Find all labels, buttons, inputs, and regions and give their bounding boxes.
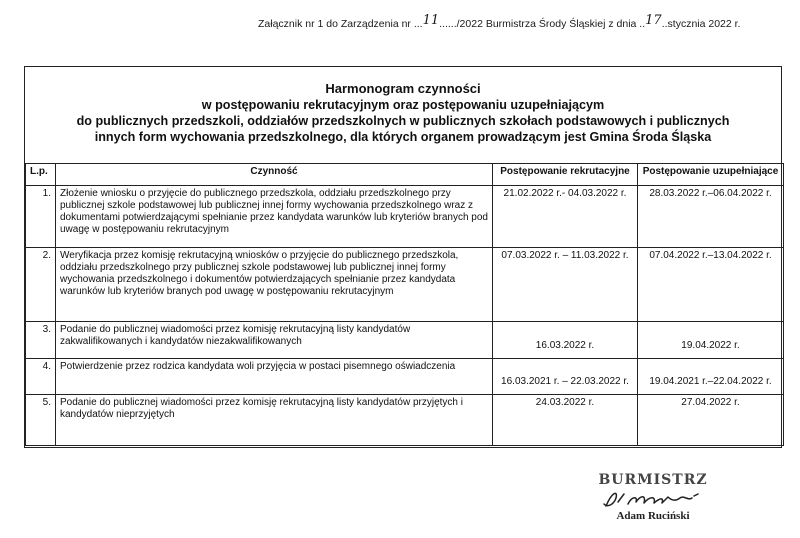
row-activity: Potwierdzenie przez rodzica kandydata woli przyjęcia w postaci pisemnego oświadczenia	[56, 359, 493, 395]
table-header-row	[26, 164, 784, 186]
row-lp: 1.	[26, 186, 56, 248]
attachment-note	[258, 13, 798, 31]
row-lp: 2.	[26, 248, 56, 322]
order-number-handwritten: 11	[422, 13, 440, 28]
title-line-4: innych form wychowania przedszkolnego, dla których organem prowadzącym jest Gmina Środa Śląska	[94, 130, 712, 144]
day-handwritten: 17	[645, 13, 662, 28]
row-supplementary-date: 19.04.2021 r.–22.04.2022 r.	[638, 359, 784, 395]
table-row	[26, 395, 784, 446]
header-recruitment: Postępowanie rekrutacyjne	[493, 164, 638, 186]
header-activity: Czynność	[56, 164, 493, 186]
signature-block	[588, 472, 718, 522]
row-activity: Podanie do publicznej wiadomości przez komisję rekrutacyjną listy kandydatów przyjętych i kandydatów nieprzyjętych	[56, 395, 493, 446]
attachment-prefix: Załącznik nr 1 do Zarządzenia nr ...	[258, 18, 423, 30]
row-recruitment-date: 16.03.2022 r.	[493, 322, 638, 359]
row-supplementary-date: 28.03.2022 r.–06.04.2022 r.	[638, 186, 784, 248]
table-row	[26, 359, 784, 395]
title-line-3: do publicznych przedszkoli, oddziałów przedszkolnych w publicznych szkołach podstawowych i publicznych	[76, 114, 730, 128]
row-recruitment-date: 16.03.2021 r. – 22.03.2022 r.	[493, 359, 638, 395]
row-activity: Podanie do publicznej wiadomości przez komisję rekrutacyjną listy kandydatów zakwalifikowanych i kandydatów niezakwalifikowanych	[56, 322, 493, 359]
attachment-middle: ....../2022 Burmistrza Środy Śląskiej z dnia ..	[439, 18, 646, 30]
row-activity: Złożenie wniosku o przyjęcie do publicznego przedszkola, oddziału przedszkolnego przy publicznej szkole podstawowej lub publicznej innej formy wychowania przedszkolnego wraz z dokumentami potwierdzającymi spełnianie przez kandydata warunków lub kryteriów branych pod uwagę w postępowaniu rekrutacyjnym	[56, 186, 493, 248]
table-row	[26, 322, 784, 359]
row-activity: Weryfikacja przez komisję rekrutacyjną wniosków o przyjęcie do publicznego przedszkola, oddziału przedszkolnego przy publicznej szkole podstawowej lub publicznej innej formy wychowania przedszkolnego i dokumentów potwierdzających spełnianie przez kandydata warunków lub kryteriów branych pod uwagę w postępowaniu rekrutacyjnym	[56, 248, 493, 322]
header-lp: L.p.	[26, 164, 56, 186]
title-line-2: w postępowaniu rekrutacyjnym oraz postępowaniu uzupełniającym	[201, 98, 605, 112]
table-row	[26, 248, 784, 322]
signatory-name: Adam Ruciński	[616, 510, 690, 522]
mayor-stamp: BURMISTRZ	[598, 472, 708, 488]
row-recruitment-date: 24.03.2022 r.	[493, 395, 638, 446]
row-recruitment-date: 21.02.2022 r.- 04.03.2022 r.	[493, 186, 638, 248]
row-recruitment-date: 07.03.2022 r. – 11.03.2022 r.	[493, 248, 638, 322]
schedule-frame	[24, 66, 782, 448]
row-supplementary-date: 07.04.2022 r.–13.04.2022 r.	[638, 248, 784, 322]
row-lp: 5.	[26, 395, 56, 446]
row-supplementary-date: 19.04.2022 r.	[638, 322, 784, 359]
row-lp: 4.	[26, 359, 56, 395]
header-supplementary: Postępowanie uzupełniające	[638, 164, 784, 186]
title-line-1: Harmonogram czynności	[325, 81, 481, 96]
attachment-suffix: ..stycznia 2022 r.	[661, 18, 741, 30]
table-row	[26, 186, 784, 248]
row-lp: 3.	[26, 322, 56, 359]
handwritten-signature	[598, 488, 708, 510]
row-supplementary-date: 27.04.2022 r.	[638, 395, 784, 446]
schedule-table	[25, 163, 784, 446]
document-title	[25, 81, 781, 145]
